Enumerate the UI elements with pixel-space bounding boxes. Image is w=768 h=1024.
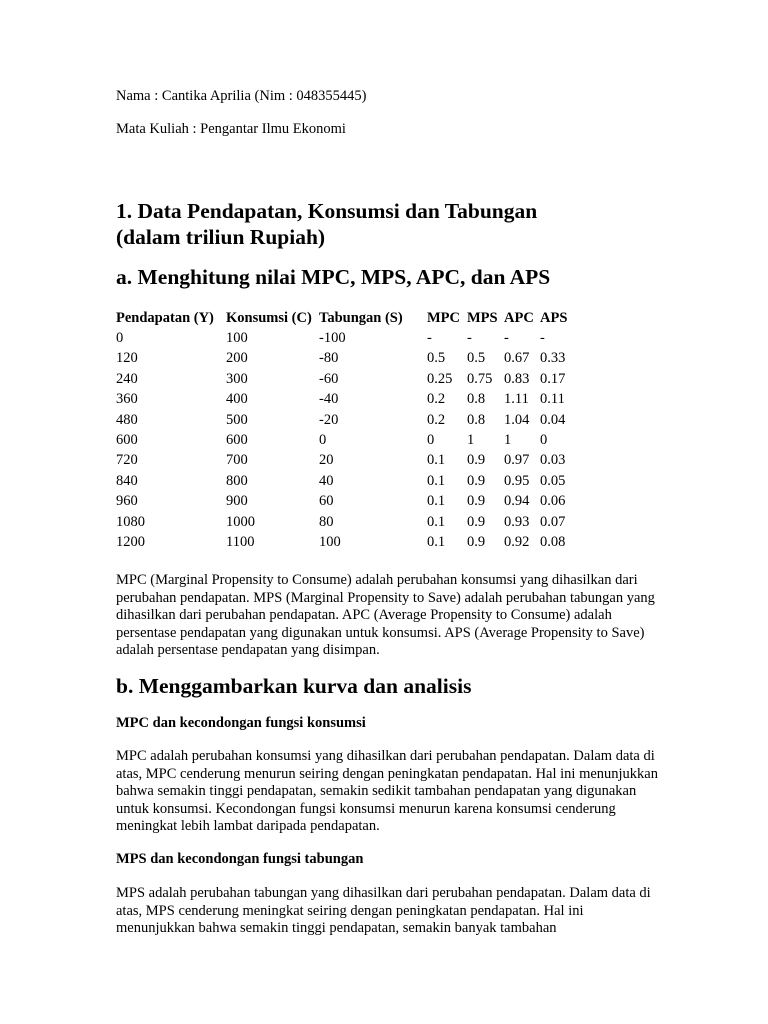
table-cell: 600 (226, 432, 248, 449)
table-cell: 1000 (226, 513, 255, 530)
table-cell: 0.75 (467, 370, 493, 387)
table-cell: 300 (226, 370, 248, 387)
table-cell: 0.97 (504, 452, 530, 469)
table-cell: 0.9 (467, 452, 486, 469)
table-cell: 0.06 (540, 493, 566, 510)
table-cell: -40 (319, 391, 339, 408)
table-cell: 0.03 (540, 452, 566, 469)
table-cell: 1 (467, 432, 475, 449)
table-row (116, 512, 576, 532)
table-row (116, 328, 576, 348)
table-cell: 0.2 (427, 391, 446, 408)
mps-paragraph: MPS adalah perubahan tabungan yang dihasilkan dari perubahan pendapatan. Dalam data di atas, MPS cenderung meningkat seiring dengan peningkatan pendapatan. Hal ini menunjukkan bahwa semakin tinggi pendapatan, semakin banyak tambahan (116, 885, 651, 936)
table-cell: 360 (116, 391, 138, 408)
table-row (116, 451, 576, 471)
header-mps: MPS (467, 309, 498, 326)
table-cell: 1.04 (504, 411, 530, 428)
table-cell: 0.2 (427, 411, 446, 428)
table-cell: 0.1 (427, 472, 446, 489)
table-cell: 0.05 (540, 472, 566, 489)
table-header-row (116, 308, 576, 328)
table-cell: - (504, 330, 509, 347)
table-cell: 1.11 (504, 391, 529, 408)
table-cell: 600 (116, 432, 138, 449)
header-savings: Tabungan (S) (319, 309, 403, 326)
table-row (116, 349, 576, 369)
table-cell: 0 (427, 432, 435, 449)
table-cell: 80 (319, 513, 334, 530)
table-row (116, 471, 576, 491)
table-cell: 100 (319, 533, 341, 550)
table-cell: 1100 (226, 533, 255, 550)
table-cell: 0.94 (504, 493, 530, 510)
table-cell: 0.25 (427, 370, 453, 387)
table-cell: 0.17 (540, 370, 566, 387)
table-cell: -20 (319, 411, 339, 428)
table-cell: 0.1 (427, 452, 446, 469)
table-cell: 0.1 (427, 513, 446, 530)
mpc-paragraph: MPC adalah perubahan konsumsi yang dihasilkan dari perubahan pendapatan. Dalam data di atas, MPC cenderung menurun seiring dengan peningkatan pendapatan. Hal ini menunjukkan bahwa semakin tinggi pendapatan, semakin sedikit tambahan pendapatan yang digunakan untuk konsumsi. Kecondongan fungsi konsumsi menurun karena konsumsi cenderung meningkat lebih lambat daripada pendapatan. (116, 748, 658, 834)
table-cell: 840 (116, 472, 138, 489)
table-cell: 900 (226, 493, 248, 510)
table-cell: 0.04 (540, 411, 566, 428)
header-mpc: MPC (427, 309, 461, 326)
table-cell: 0 (319, 432, 327, 449)
table-row (116, 390, 576, 410)
definition-paragraph: MPC (Marginal Propensity to Consume) adalah perubahan konsumsi yang dihasilkan dari perubahan pendapatan. MPS (Marginal Propensity to Save) adalah perubahan tabungan yang dihasilkan dari perubahan pendapatan. APC (Average Propensity to Consume) adalah persentase pendapatan yang digunakan untuk konsumsi. APS (Average Propensity to Save) adalah persentase pendapatan yang disimpan. (116, 572, 655, 658)
table-cell: 1 (504, 432, 512, 449)
table-cell: 0.1 (427, 493, 446, 510)
table-cell: 480 (116, 411, 138, 428)
table-row (116, 532, 576, 552)
table-cell: - (427, 330, 432, 347)
header-apc: APC (504, 309, 534, 326)
table-cell: - (540, 330, 545, 347)
student-name-line: Nama : Cantika Aprilia (Nim : 048355445) (116, 88, 367, 104)
header-income: Pendapatan (Y) (116, 309, 214, 326)
table-row (116, 410, 576, 430)
table-row (116, 492, 576, 512)
table-cell: 0.8 (467, 411, 486, 428)
table-cell: 700 (226, 452, 248, 469)
table-cell: -100 (319, 330, 346, 347)
header-consumption: Konsumsi (C) (226, 309, 312, 326)
table-cell: 0.07 (540, 513, 566, 530)
table-cell: 0.33 (540, 350, 566, 367)
table-cell: 1080 (116, 513, 145, 530)
table-cell: 0 (540, 432, 548, 449)
header-aps: APS (540, 309, 568, 326)
table-cell: -80 (319, 350, 339, 367)
table-cell: 0.9 (467, 513, 486, 530)
mpc-heading: MPC dan kecondongan fungsi konsumsi (116, 715, 366, 731)
section-1-title-line-2: (dalam triliun Rupiah) (116, 225, 326, 249)
table-cell: 120 (116, 350, 138, 367)
table-cell: 0.92 (504, 533, 530, 550)
table-cell: 0.11 (540, 391, 565, 408)
table-cell: 240 (116, 370, 138, 387)
table-cell: 20 (319, 452, 334, 469)
table-cell: 0.5 (467, 350, 486, 367)
table-cell: -60 (319, 370, 339, 387)
table-cell: 0.9 (467, 493, 486, 510)
table-body (116, 328, 576, 552)
section-b-title: b. Menggambarkan kurva dan analisis (116, 674, 472, 698)
table-cell: 200 (226, 350, 248, 367)
table-cell: 0.08 (540, 533, 566, 550)
propensity-table (116, 308, 576, 553)
table-cell: 720 (116, 452, 138, 469)
table-cell: 0.5 (427, 350, 446, 367)
section-1-title-line-1: 1. Data Pendapatan, Konsumsi dan Tabungan (116, 199, 538, 223)
section-a-title: a. Menghitung nilai MPC, MPS, APC, dan APS (116, 265, 551, 289)
table-cell: 800 (226, 472, 248, 489)
section-1-title (116, 198, 537, 250)
table-cell: 0.9 (467, 533, 486, 550)
table-cell: 0.9 (467, 472, 486, 489)
table-cell: 60 (319, 493, 334, 510)
table-cell: 960 (116, 493, 138, 510)
table-cell: 0.67 (504, 350, 530, 367)
table-cell: 0 (116, 330, 124, 347)
table-cell: 40 (319, 472, 334, 489)
course-line: Mata Kuliah : Pengantar Ilmu Ekonomi (116, 121, 346, 137)
table-row (116, 369, 576, 389)
table-cell: 100 (226, 330, 248, 347)
table-cell: 0.1 (427, 533, 446, 550)
table-row (116, 430, 576, 450)
table-cell: - (467, 330, 472, 347)
table-cell: 400 (226, 391, 248, 408)
table-cell: 0.95 (504, 472, 530, 489)
mps-heading: MPS dan kecondongan fungsi tabungan (116, 851, 364, 867)
table-cell: 1200 (116, 533, 145, 550)
table-cell: 0.8 (467, 391, 486, 408)
table-cell: 500 (226, 411, 248, 428)
table-cell: 0.93 (504, 513, 530, 530)
table-cell: 0.83 (504, 370, 530, 387)
